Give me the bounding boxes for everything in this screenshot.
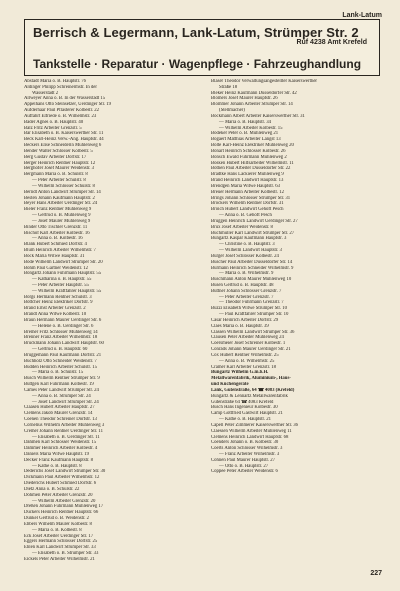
directory-entry: — Christine o. B. Hauptstr. 3 <box>219 242 275 248</box>
directory-entry: Cornelius Wilhelm Arbeiter Mühlenweg 3 <box>24 422 105 428</box>
right-column <box>211 79 385 475</box>
directory-entry: Claes Maria o. B. Hauptstr. 39 <box>211 323 269 329</box>
directory-entry: — Maria o. B. Wilhelmstr. 9 <box>219 271 274 277</box>
directory-entry: — Gertrud o. B. Mühlenweg 9 <box>32 213 91 219</box>
directory-entry: Aufderhaar Paul Pflasterer Kolbestr. 22 <box>24 108 100 114</box>
directory-entry: Brendgen Maria Witwe Hauptstr. 63 <box>211 183 280 189</box>
directory-entry: — Josef Landwirt Strümper Str. 24 <box>32 399 99 405</box>
directory-entry: Coerts Anton Schlosser Wilhelmstr. 3 <box>211 446 283 452</box>
directory-entry: Bösken Hubert Hilfsarbeiter Wilhelmstr. 11 <box>211 160 294 166</box>
directory-entry: Brings Johann Schlosser Strümper Str. 31 <box>211 195 291 201</box>
directory-entry: Besten Johann Kaufmann Hauptstr. 2 <box>24 195 95 201</box>
directory-entry: Coppée Peter Arbeiter Weidenstr. 6 <box>211 469 278 475</box>
directory-entry: Bremer Fritz Schlosser Mühlenweg 14 <box>24 329 98 335</box>
directory-entry: Brüggen Heinrich Landwirt Uerdinger Str. 27 <box>211 218 298 224</box>
directory-entry: Eickels Peter Arbeiter Wilhelmstr. 21 <box>24 556 95 562</box>
directory-entry: Brand Ernst Arbeiter Grenzstr. 2 <box>24 306 86 312</box>
directory-entry: Straße 18 <box>219 84 238 90</box>
page-number: 227 <box>370 570 382 577</box>
directory-entry: Cremer Johann Rentner Uerdinger Str. 11 <box>24 428 103 434</box>
directory-entry: Coersmeier Josef Schreiner Kolbestr. 1 <box>211 341 286 347</box>
directory-entry: Coenders Johann o. B. Kolbestr. 30 <box>211 440 279 446</box>
directory-entry: Beckers Elise Schneiderin Mühlenweg 6 <box>24 143 102 149</box>
directory-entry: — Josef Maurer Mühlenweg 9 <box>32 218 91 224</box>
directory-entry: — Wilhelm Arbeiter Grenzstr. 20 <box>32 498 96 504</box>
directory-entry: Böckmann Albert Arbeiter Kaiserswerther Str. 31 <box>211 113 305 119</box>
directory-entry: Bleker Heinz Kaufmann Düsseldorfer Str. 42 <box>211 90 297 96</box>
directory-entry: — Franz Arbeiter Wilhelmstr. 3 <box>219 452 280 457</box>
directory-entry: Auffahrt Elfriede o. B. Wilhelmstr. 23 <box>24 113 97 119</box>
directory-entry: — Maria o. B. Hauptstr. 34 <box>219 119 271 125</box>
directory-entry: Berghofer Josef Maurer Weidenstr. 3 <box>24 166 95 172</box>
directory-entry: Brand Heinrich Landwirt Hauptstr. 13 <box>211 178 284 184</box>
directory-entry: Camp Gottfried Gastwirt Hauptstr. 21 <box>211 411 283 417</box>
directory-entry: Bradtke Hans Lackierer Mühlenweg 9 <box>211 172 284 178</box>
directory-entry: Binder Otto Tischler Grenzstr. 11 <box>24 224 88 230</box>
directory-entry: — Gertrud o. B. Hauptstr. 60 <box>32 347 88 353</box>
directory-entry: Bürger Josef Schlosser Kolbestr. 24 <box>211 253 279 259</box>
ad-title: Berrisch & Legermann, Lank-Latum, Strümper Str. 2 <box>33 25 359 40</box>
ad-phone: Ruf 4238 Amt Krefeld <box>296 39 367 46</box>
directory-entry: — Wilhelm Schlosser Schulstr. 8 <box>32 183 95 189</box>
directory-entry: Lank, Gutenstraße, 64 ☎ 4083 (Krefeld) <box>211 387 295 393</box>
directory-entry: Büttgen Karl Fuhrmann Kolbestr. 19 <box>24 382 94 388</box>
directory-entry: Clemens Jakob Maurer Grenzstr. 14 <box>24 411 93 417</box>
directory-entry: — Peter Arbeiter Grenzstr. 7 <box>219 294 274 300</box>
directory-entry: Brenner Franz Arbeiter Wilhelmstr. 18 <box>24 335 98 341</box>
directory-entry: Bungartz Wilhelm G.m.b.H. <box>211 370 269 376</box>
directory-entry: — Otto o. B. Hauptstr. 27 <box>219 463 269 469</box>
directory-entry: Broich Hubert Landwirt Gehöft Pesch <box>211 207 284 213</box>
directory-entry: Bothen Paul Arbeiter Düsseldorfer Str. 22 <box>211 166 291 172</box>
directory-entry: Dederichs Josef Landwirt Strümper Str. 30 <box>24 469 106 475</box>
directory-entry: — Peter Arbeiter Schulstr. 8 <box>32 178 86 184</box>
directory-entry: Dohmen Peter Arbeiter Grenzstr. 20 <box>24 492 93 498</box>
directory-entry: Bolte Karl-Heinz Elektriker Mühlenweg 20 <box>211 143 294 149</box>
directory-entry: Blommer Johann Arbeiter Strümper Str. 14 <box>211 102 293 108</box>
directory-entry: Bönsch Ewald Fuhrmann Mühlenweg 2 <box>211 154 287 160</box>
directory-entry: Busch Hans Ingenieur Kolbestr. 30 <box>211 405 278 411</box>
directory-entry: Dickmann Paul Arbeiter Wilhelmstr. 12 <box>24 475 100 481</box>
directory-entry: Dückers Heinrich Rentner Hauptstr. 66 <box>24 510 99 516</box>
directory-entry: Metallwarenfabrik, Aluminium-, Haus- <box>211 376 291 382</box>
directory-entry: Blömers Josef Maurer Hauptstr. 26 <box>211 96 278 102</box>
directory-entry: Diederichs Hubert Schmied Dorfstr. 6 <box>24 481 97 487</box>
directory-entry: Buzzi Elisabeth Witwe Strümper Str. 10 <box>211 306 287 312</box>
directory-entry: — Wilhelm Arbeiter Kolbestr. 15 <box>219 125 283 131</box>
directory-entry: — Elisabeth o. B. Strümper Str. 33 <box>32 551 99 557</box>
directory-entry: Beck Karl-Heinz Verw.-Ang. Hauptstr. 44 <box>24 137 104 143</box>
directory-entry: Gutenstraße 64 ☎ 4083 Krefeld <box>211 399 274 405</box>
directory-entry: Bogaert Matthias Arbeiter Langst 13 <box>211 137 281 143</box>
directory-entry: Bungartz Kaspar Kaufmann Hauptstr. 3 <box>211 236 287 242</box>
directory-entry: Büttner Johann Schlosser Grenzstr. 7 <box>211 288 282 294</box>
directory-entry: — Paul Kraftfahrer Strümper Str. 10 <box>219 312 289 318</box>
directory-entry: Braun Hermann Maurer Uerdinger Str. 6 <box>24 317 102 323</box>
directory-entry: Bonart Heinrich Schlosser Kolbestr. 26 <box>211 148 286 154</box>
directory-entry: Daniels Maria Witwe Hauptstr. 19 <box>24 452 90 457</box>
directory-entry: Büdden Heinrich Arbeiter Schulstr. 15 <box>24 364 97 370</box>
directory-entry: Bläser Theodor Verwaltungsangestellter Kaiserswerther <box>211 79 318 84</box>
directory-entry: Claessen Wilhelm Arbeiter Mühlenweg 11 <box>211 428 292 434</box>
directory-entry: Böhm Paul Gärtner Weidenstr. 12 <box>24 265 89 271</box>
directory-entry: Buschmann Anton Maurer Mühlenweg 10 <box>211 277 292 283</box>
directory-entry: Breuer Hermann Arbeiter Kolbestr. 12 <box>211 189 284 195</box>
directory-entry: Berg Gustav Arbeiter Dorfstr. 17 <box>24 154 87 160</box>
directory-entry: Bödeker Peter o. B. Mühlenweg 21 <box>211 131 279 137</box>
directory-entry: Ebbers Wilhelm Maurer Kolbestr. 8 <box>24 521 92 527</box>
directory-entry: Cramer Karl Arbeiter Grenzstr. 18 <box>211 364 277 370</box>
directory-entry: Busch Wilhelm Rentner Strümper Str. 9 <box>24 376 100 382</box>
directory-entry: Ehlen Karl Landwirt Strümper Str. 33 <box>24 545 96 551</box>
directory-entry: — Käthe o. B. Hauptstr. 8 <box>32 463 82 469</box>
directory-entry: Appelhans Otto Steinsetzer, Uerdinger Str. 19 <box>24 102 112 108</box>
directory-entry: Bongartz Johann Fuhrmann Hauptstr. 55 <box>24 271 102 277</box>
directory-entry: Blank Hubert Schmied Dorfstr. 4 <box>24 242 87 248</box>
directory-entry: Cäsar Heinrich Arbeiter Dorfstr. 29 <box>211 317 279 323</box>
directory-entry: Eck Josef Arbeiter Uerdinger Str. 17 <box>24 533 94 539</box>
directory-entry: Bruckmann Johann Landwirt Hauptstr. 60 <box>24 341 104 347</box>
directory-entry: — Anna o. B. Strümper Str. 24 <box>32 393 91 399</box>
directory-entry: Buscher Paul Arbeiter Düsseldorfer Str. 14 <box>211 259 293 265</box>
directory-entry: Blum Heinrich Arbeiter Wilhelmstr. 7 <box>24 248 96 254</box>
directory-entry: Bär Elisabeth o. B. Kaiserswerther Str. 11 <box>24 131 104 137</box>
directory-entry: Berger Heinrich Rentner Hauptstr. 12 <box>24 160 96 166</box>
running-head: Lank-Latum <box>342 12 382 19</box>
directory-entry: Buchholz Otto Schneider Weidenstr. 7 <box>24 358 97 364</box>
directory-entry: Bader Agnes o. B. Hauptstr. 40 <box>24 119 84 125</box>
directory-entry: Eggers Hermann Schlosser Dorfstr. 25 <box>24 539 98 545</box>
advertisement-box <box>24 19 380 76</box>
directory-entry: Böttcher Heinz Elektriker Dorfstr. 9 <box>24 300 93 306</box>
directory-entry: Brandt Anna Witwe Kolbestr. 10 <box>24 312 87 318</box>
directory-entry: Allweyer Anna o. B. In der Wasserstadt 15 <box>24 96 106 102</box>
directory-entry: — Anna o. B. Kolbestr. 16 <box>32 236 83 242</box>
left-column <box>24 79 198 563</box>
directory-entry: Abstadt Maria o. B. Hauptstr. 76 <box>24 79 87 84</box>
directory-entry: Bode Wilhelm Landwirt Strümper Str. 20 <box>24 259 103 265</box>
directory-entry: Cohnen Paul Maurer Hauptstr. 27 <box>211 457 275 463</box>
directory-entry: — Katharina o. B. Hauptstr. 55 <box>32 277 92 283</box>
directory-entry: Bock Maria Witwe Hauptstr. 31 <box>24 253 85 259</box>
directory-entry: (Stellmacher) <box>219 108 245 114</box>
directory-entry: — Theodor Fuhrmann Grenzstr. 7 <box>219 300 284 306</box>
directory-entry: Clemens Heinrich Landwirt Hauptstr. 68 <box>211 434 289 440</box>
directory-entry: — Maria o. B. Kolbestr. 8 <box>32 527 82 533</box>
directory-entry: Coenen Theodor Schreiner Dorfstr. 13 <box>24 417 97 423</box>
directory-entry: Bieler Franz Rentner Mühlenweg 9 <box>24 207 92 213</box>
directory-entry: — Anna o. B. Wilhelmstr. 25 <box>219 358 275 364</box>
directory-entry: Bürmann Heinrich Schneider Wilhelmstr. 9 <box>211 265 294 271</box>
directory-entry: Brüggemann Paul Kaufmann Dorfstr. 21 <box>24 352 102 358</box>
directory-entry: Brockers Wilhelm Rentner Dorfstr. 31 <box>211 201 284 207</box>
directory-entry: — Wilhelm Landwirt Hauptstr. 3 <box>219 248 282 254</box>
directory-entry: Dunkel Gertrud o. B. Weidenstr. 2 <box>24 516 89 522</box>
directory-entry: Cames Peter Landwirt Strümper Str. 24 <box>24 387 99 393</box>
directory-entry: Classen Wilhelm Landwirt Strümper Str. 36 <box>211 329 295 335</box>
directory-entry: Conrads Johann Maurer Uerdinger Str. 21 <box>211 347 291 353</box>
directory-entry: Buchmüller Karl Landwirt Strümper Str. 27 <box>211 230 295 236</box>
directory-entry: Bender Walter Schlosser Kolbestr. 5 <box>24 148 93 154</box>
directory-entry: Dreßen Johann Fuhrmann Mühlenweg 17 <box>24 504 104 510</box>
directory-entry: Clausen Peter Arbeiter Mühlenweg 24 <box>211 335 284 341</box>
directory-entry: Busen Gertrud o. B. Hauptstr. 48 <box>211 282 274 288</box>
directory-entry: — Maria o. B. Schulstr. 15 <box>32 370 84 376</box>
directory-entry: — Anna o. B. Gehöft Pesch <box>219 213 272 219</box>
directory-entry: — Helene o. B. Uerdinger Str. 6 <box>32 323 94 329</box>
directory-entry: — Elisabeth o. B. Uerdinger Str. 11 <box>32 434 100 440</box>
ad-services: Tankstelle · Reparatur · Wagenpflege · Fahrzeughandlung <box>33 57 362 71</box>
directory-entry: Dietz Anna o. B. Schulstr. 22 <box>24 486 80 492</box>
directory-entry: Brüx Josef Arbeiter Weidenstr. 8 <box>211 224 273 230</box>
directory-entry: Decker Franz Kaufmann Hauptstr. 8 <box>24 457 93 463</box>
directory-entry: Bungartz & Lennartz Metallwarenfabrik <box>211 393 288 399</box>
directory-entry: Dammer Heinrich Arbeiter Kolbestr. 4 <box>24 446 98 452</box>
directory-entry: und Küchengeräte <box>211 382 249 388</box>
directory-entry: Claasen Hubert Arbeiter Hauptstr. 27 <box>24 405 95 411</box>
directory-entry: Wasserstadt 2 <box>32 90 59 96</box>
directory-entry: — Käthe o. B. Hauptstr. 21 <box>219 417 271 423</box>
directory-entry: Balz Fritz Arbeiter Grenzstr. 5 <box>24 125 82 131</box>
directory-entry: Bischof Karl Arbeiter Kolbestr. 16 <box>24 230 90 236</box>
directory-entry: Dahmen Karl Schlosser Weidenstr. 15 <box>24 440 97 446</box>
directory-entry: — Peter Arbeiter Hauptstr. 55 <box>32 282 89 288</box>
directory-entry: Cox Hubert Rentner Wilhelmstr. 25 <box>211 352 279 358</box>
directory-entry: Beyer Hans Arbeiter Uerdinger Str. 24 <box>24 201 98 207</box>
directory-entry: Aldinger Philipp Schreinermstr. In der <box>24 84 97 90</box>
directory-entry: Bergmann Maria o. B. Schulstr. 8 <box>24 172 88 178</box>
directory-entry: Capell Peter Zimmerer Kaiserswerther Str. 36 <box>211 422 299 428</box>
directory-entry: Berndt Anton Landwirt Strümper Str. 14 <box>24 189 101 195</box>
directory-entry: Borgs Hermann Rentner Schulstr. 3 <box>24 294 92 300</box>
directory-entry: — Wilhelm Kraftfahrer Hauptstr. 55 <box>32 288 102 294</box>
